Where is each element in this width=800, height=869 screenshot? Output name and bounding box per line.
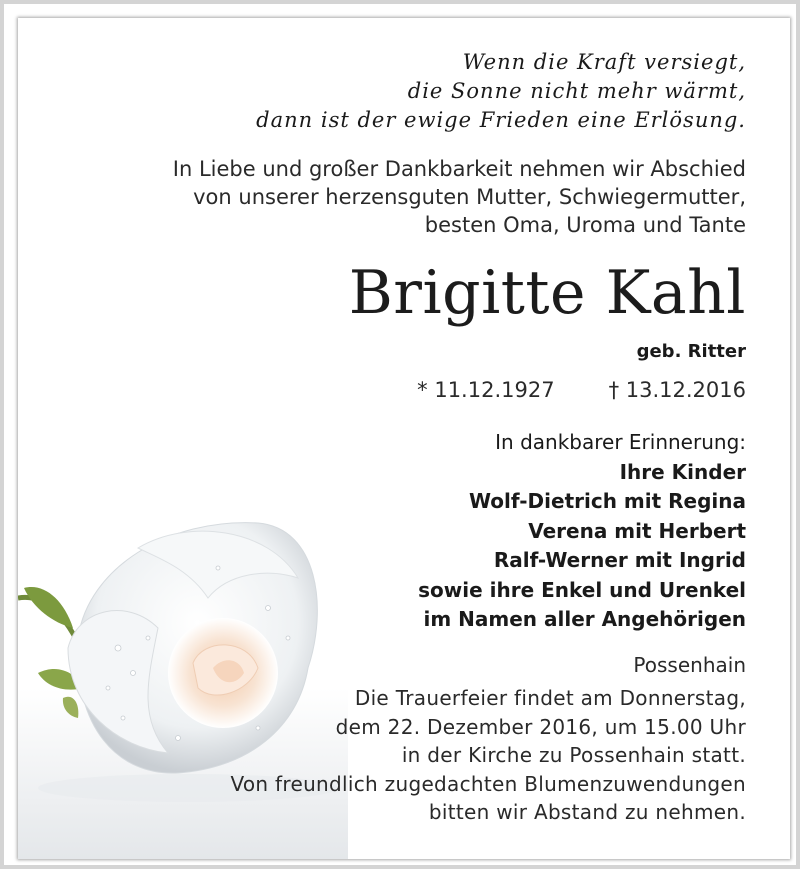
mourner-line: Ihre Kinder: [619, 459, 746, 484]
poem: [256, 48, 746, 135]
intro-text: [173, 155, 746, 239]
mourner-line: im Namen aller Angehörigen: [423, 607, 746, 631]
funeral-notice: [230, 684, 746, 827]
notice-line: dem 22. Dezember 2016, um 15.00 Uhr: [335, 714, 746, 739]
notice-line: Von freundlich zugedachten Blumenzuwendungen: [230, 771, 746, 796]
mourners: [418, 428, 746, 635]
intro-line: von unserer herzensguten Mutter, Schwiegermutter,: [193, 185, 746, 209]
intro-line: besten Oma, Uroma und Tante: [424, 213, 746, 237]
notice-line: bitten wir Abstand zu nehmen.: [428, 800, 746, 824]
notice-line: Die Trauerfeier findet am Donnerstag,: [354, 686, 746, 710]
obituary-card: [18, 18, 790, 859]
poem-line: dann ist der ewige Frieden eine Erlösung.: [256, 108, 746, 132]
intro-line: In Liebe und großer Dankbarkeit nehmen wir Abschied: [172, 157, 746, 181]
death-date: † 13.12.2016: [608, 378, 746, 402]
mourner-line: Ralf-Werner mit Ingrid: [493, 548, 746, 572]
life-dates: [417, 376, 746, 404]
maiden-name: geb. Ritter: [636, 341, 746, 362]
mourner-line: Verena mit Herbert: [528, 518, 746, 543]
notice-line: in der Kirche zu Possenhain statt.: [401, 743, 746, 767]
place: Possenhain: [633, 653, 746, 677]
poem-line: die Sonne nicht mehr wärmt,: [407, 79, 746, 103]
mourner-line: Wolf-Dietrich mit Regina: [468, 489, 746, 513]
mourner-line: sowie ihre Enkel und Urenkel: [418, 577, 746, 602]
deceased-name: Brigitte Kahl: [348, 258, 746, 328]
poem-line: Wenn die Kraft versiegt,: [462, 50, 746, 74]
birth-date: * 11.12.1927: [417, 378, 555, 402]
mourners-intro: In dankbarer Erinnerung:: [495, 430, 746, 454]
